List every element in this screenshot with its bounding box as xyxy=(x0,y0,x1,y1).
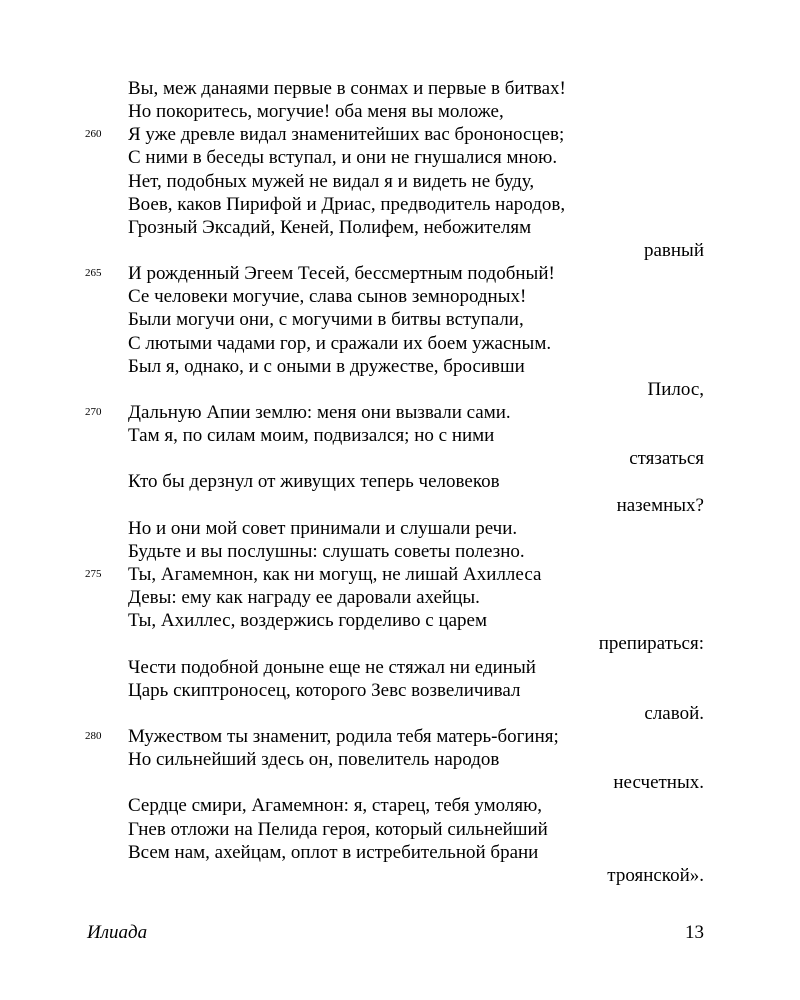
verse-text: Там я, по силам моим, подвизался; но с ними xyxy=(128,425,495,447)
verse-text: Был я, однако, и с оными в дружестве, бросивши xyxy=(128,355,525,377)
verse-text: Царь скиптроносец, которого Зевс возвеличивал xyxy=(128,679,521,701)
verse-text: Будьте и вы послушны: слушать советы полезно. xyxy=(128,540,525,562)
verse-text: Были могучи они, с могучими в битвы вступали, xyxy=(128,309,524,331)
verse-text: наземных? xyxy=(616,494,704,516)
verse-continuation xyxy=(0,702,800,725)
line-number: 260 xyxy=(85,128,102,141)
verse-line xyxy=(0,725,800,748)
verse-text: несчетных. xyxy=(613,772,704,794)
verse-text: Всем нам, ахейцам, оплот в истребительной брани xyxy=(128,841,539,863)
verse-line xyxy=(0,794,800,817)
verse-line xyxy=(0,216,800,239)
poem-text xyxy=(0,77,800,887)
verse-line xyxy=(0,100,800,123)
verse-text: славой. xyxy=(644,702,704,724)
verse-line xyxy=(0,77,800,100)
verse-line xyxy=(0,679,800,702)
verse-text: равный xyxy=(643,239,704,261)
verse-text: И рожденный Эгеем Тесей, бессмертным подобный! xyxy=(128,263,555,285)
verse-line xyxy=(0,332,800,355)
verse-line xyxy=(0,586,800,609)
verse-line xyxy=(0,424,800,447)
verse-line xyxy=(0,262,800,285)
verse-line xyxy=(0,170,800,193)
verse-line xyxy=(0,563,800,586)
verse-text: троянской». xyxy=(607,864,704,886)
verse-text: стязаться xyxy=(629,448,704,470)
verse-text: Мужеством ты знаменит, родила тебя матерь-богиня; xyxy=(128,725,559,747)
verse-text: Нет, подобных мужей не видал я и видеть не буду, xyxy=(128,170,535,192)
verse-line xyxy=(0,540,800,563)
verse-line xyxy=(0,285,800,308)
verse-continuation xyxy=(0,447,800,470)
verse-line xyxy=(0,355,800,378)
verse-text: Сердце смири, Агамемнон: я, старец, тебя умоляю, xyxy=(128,795,543,817)
verse-text: Вы, меж данаями первые в сонмах и первые в битвах! xyxy=(128,78,566,99)
verse-line xyxy=(0,470,800,493)
verse-text: Воев, каков Пирифой и Дриас, предводитель народов, xyxy=(128,193,566,215)
verse-line xyxy=(0,146,800,169)
verse-text: Дальную Апии землю: меня они вызвали сами. xyxy=(128,401,511,423)
verse-text: С ними в беседы вступал, и они не гнушалися мною. xyxy=(128,147,558,169)
verse-line xyxy=(0,308,800,331)
verse-text: Грозный Эксадий, Кеней, Полифем, небожителям xyxy=(128,216,532,238)
verse-line xyxy=(0,748,800,771)
verse-line xyxy=(0,656,800,679)
verse-text: Ты, Ахиллес, воздержись горделиво с царем xyxy=(128,610,488,632)
verse-line xyxy=(0,123,800,146)
verse-text: Но покоритесь, могучие! оба меня вы моложе, xyxy=(128,101,504,123)
verse-text: Кто бы дерзнул от живущих теперь человеков xyxy=(128,471,500,493)
line-number: 270 xyxy=(85,405,102,418)
verse-text: Чести подобной доныне еще не стяжал ни единый xyxy=(128,656,536,678)
verse-text: Се человеки могучие, слава сынов земнородных! xyxy=(128,286,527,308)
verse-text: Ты, Агамемнон, как ни могущ, не лишай Ахиллеса xyxy=(128,563,542,585)
verse-line xyxy=(0,517,800,540)
verse-line xyxy=(0,841,800,864)
line-number: 265 xyxy=(85,267,102,280)
verse-line xyxy=(0,818,800,841)
verse-continuation xyxy=(0,239,800,262)
verse-continuation xyxy=(0,494,800,517)
verse-continuation xyxy=(0,632,800,655)
line-number: 275 xyxy=(85,567,102,580)
verse-text: Гнев отложи на Пелида героя, который сильнейший xyxy=(128,818,548,840)
verse-text: Но сильнейший здесь он, повелитель народов xyxy=(128,749,500,771)
line-number: 280 xyxy=(85,729,102,742)
verse-line xyxy=(0,193,800,216)
verse-text: Но и они мой совет принимали и слушали речи. xyxy=(128,517,518,539)
verse-line xyxy=(0,401,800,424)
verse-text: С лютыми чадами гор, и сражали их боем ужасным. xyxy=(128,332,552,354)
verse-text: Девы: ему как награду ее даровали ахейцы. xyxy=(128,587,480,609)
verse-text: Я уже древле видал знаменитейших вас брононосцев; xyxy=(128,124,565,146)
verse-line xyxy=(0,609,800,632)
running-title: Илиада xyxy=(87,922,148,943)
verse-continuation xyxy=(0,864,800,887)
verse-continuation xyxy=(0,771,800,794)
verse-text: препираться: xyxy=(598,633,704,655)
verse-text: Пилос, xyxy=(647,378,704,400)
page-number: 13 xyxy=(685,922,704,943)
verse-continuation xyxy=(0,378,800,401)
